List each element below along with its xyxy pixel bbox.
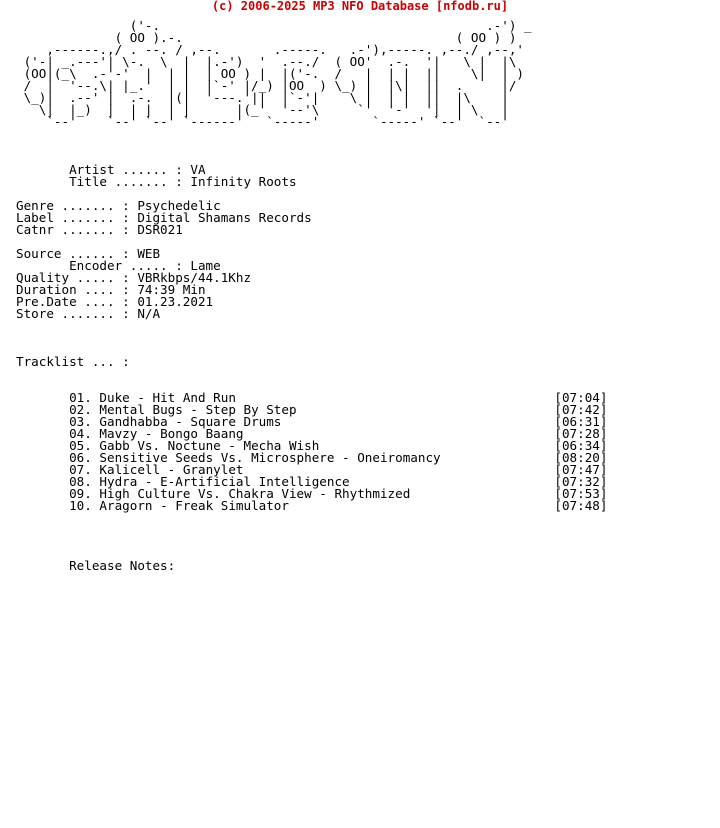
track-number: 03.	[69, 414, 92, 429]
genre-line: Genre ....... : Psychedelic	[16, 198, 221, 213]
quality-line: Quality ..... : VBRkbps/44.1Khz	[16, 270, 252, 285]
track-title: Sensitive Seeds Vs. Microsphere - Oneiromancy	[99, 450, 441, 465]
title-line: Title ....... : Infinity Roots	[16, 174, 297, 189]
track-duration: [07:28]	[554, 426, 608, 441]
artist-line: Artist ...... : VA	[16, 162, 206, 177]
track-row	[16, 498, 607, 513]
track-number: 08.	[69, 474, 92, 489]
predate-line: Pre.Date .... : 01.23.2021	[16, 294, 214, 309]
encoder-line: Encoder ..... : Lame	[16, 258, 221, 273]
track-number: 06.	[69, 450, 92, 465]
tracklist	[16, 390, 607, 513]
track-duration: [07:47]	[554, 462, 608, 477]
store-line: Store ....... : N/A	[16, 306, 161, 321]
logo-line: ('-| _.---'| \-. \ | |.-') ' .--./ ( OO' .-. '| \ | |\	[16, 54, 517, 69]
nfo-content	[16, 20, 607, 572]
logo-line: \| |_) | | | | | |(_' '--'\ `' '-' '| | \ |	[16, 102, 509, 117]
ascii-logo	[16, 18, 532, 129]
track-duration: [06:34]	[554, 438, 608, 453]
tracklist-heading: Tracklist ... :	[16, 354, 130, 369]
track-title: Aragorn - Freak Simulator	[99, 498, 289, 513]
logo-line: ,------.,/ . --. / ,--. .-----. .-'),-----. ,--./ ,--,'	[16, 42, 524, 57]
duration-line: Duration .... : 74:39 Min	[16, 282, 206, 297]
label-line: Label ....... : Digital Shamans Records	[16, 210, 312, 225]
track-title: Mental Bugs - Step By Step	[99, 402, 297, 417]
catnr-line: Catnr ....... : DSR021	[16, 222, 183, 237]
track-number: 09.	[69, 486, 92, 501]
source-line: Source ...... : WEB	[16, 246, 161, 261]
track-title: High Culture Vs. Chakra View - Rhythmized	[99, 486, 411, 501]
release-notes-heading: Release Notes:	[16, 558, 176, 573]
track-title: Mavzy - Bongo Baang	[99, 426, 244, 441]
track-number: 04.	[69, 426, 92, 441]
track-number: 07.	[69, 462, 92, 477]
track-duration: [06:31]	[554, 414, 608, 429]
logo-line: (OO|(_\ .-'-' | | | | OO ) | |('-. / | | | || \| | )	[16, 66, 524, 81]
track-number: 01.	[69, 390, 92, 405]
track-duration: [07:32]	[554, 474, 608, 489]
track-title: Hydra - E-Artificial Intelligence	[99, 474, 350, 489]
track-duration: [07:04]	[554, 390, 608, 405]
track-number: 02.	[69, 402, 92, 417]
logo-line: ( OO ).-. ( OO ) )	[16, 30, 517, 45]
track-number: 10.	[69, 498, 92, 513]
logo-line: \_)| .--' | .-. |(| '---.'|| |`-'| \ | | | || |\ |	[16, 90, 509, 105]
logo-line: ('-. .-') _	[16, 18, 532, 33]
track-duration: [07:48]	[554, 498, 608, 513]
logo-line: `--' `--' `--' `------' `-----' `-----' `--' `--'	[16, 114, 509, 129]
track-number: 05.	[69, 438, 92, 453]
logo-line: / | '--.\| |_.' | | |`-' |/_) |OO ) \_) | |\| || . |/	[16, 78, 517, 93]
copyright-header: (c) 2006-2025 MP3 NFO Database [nfodb.ru]	[211, 0, 509, 13]
track-title: Kalicell - Granylet	[99, 462, 244, 477]
track-title: Gandhabba - Square Drums	[99, 414, 282, 429]
track-title: Duke - Hit And Run	[99, 390, 236, 405]
track-title: Gabb Vs. Noctune - Mecha Wish	[99, 438, 320, 453]
track-duration: [07:53]	[554, 486, 608, 501]
track-duration: [08:20]	[554, 450, 608, 465]
track-duration: [07:42]	[554, 402, 608, 417]
